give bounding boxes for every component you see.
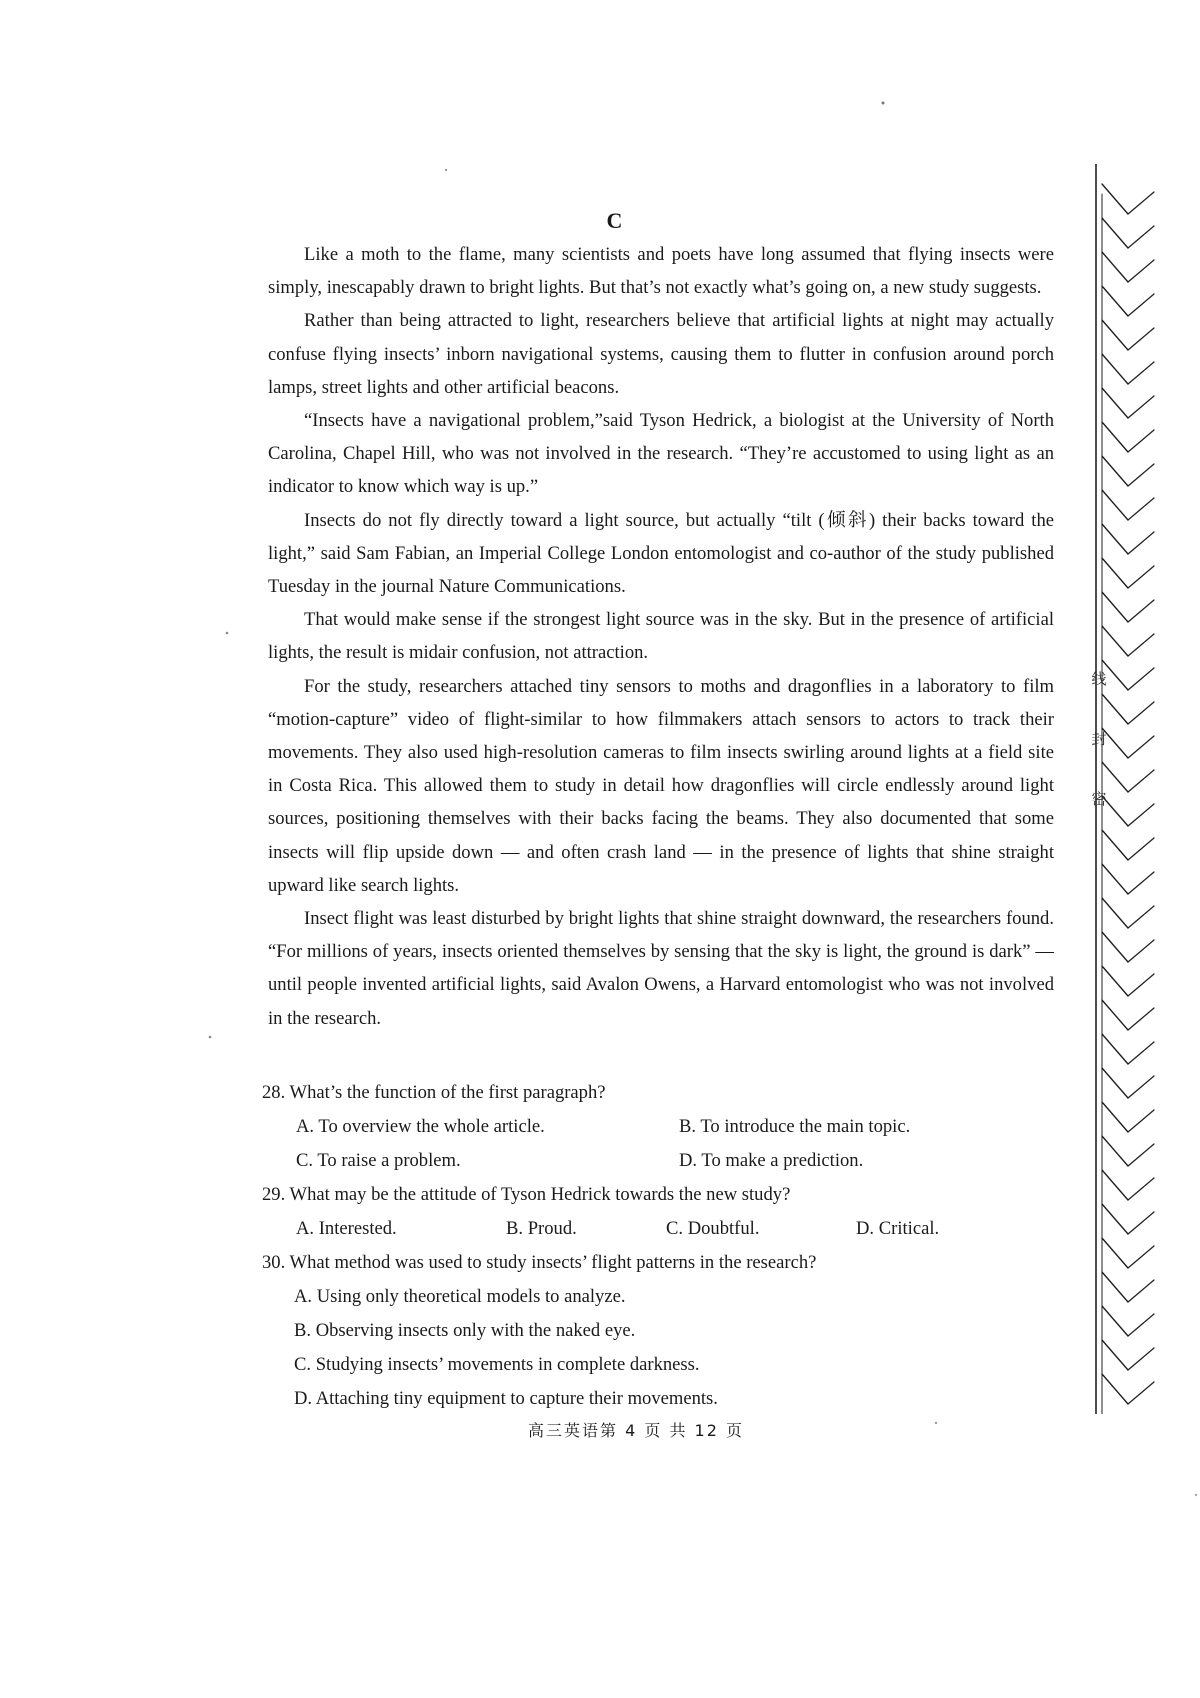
hatch-stroke [1128, 430, 1154, 452]
hatch-stroke [1102, 966, 1128, 996]
hatch-stroke [1102, 694, 1128, 724]
hatch-stroke [1128, 226, 1154, 248]
hatch-stroke [1128, 702, 1154, 724]
hatch-stroke [1128, 668, 1154, 690]
option-d: D. To make a prediction. [679, 1150, 864, 1171]
option-d: D. Critical. [856, 1218, 940, 1239]
page-footer: 高三英语第 4 页 共 12 页 [528, 1421, 744, 1440]
hatch-stroke [1102, 490, 1128, 520]
hatch-stroke [1128, 940, 1154, 962]
seal-char-xian: 线 [1091, 670, 1107, 688]
hatch-stroke [1128, 1178, 1154, 1200]
hatch-stroke [1102, 524, 1128, 554]
passage-paragraph-7: Insect flight was least disturbed by bright lights that shine straight downward, the researchers found. “For millions of years, insects oriented themselves by sensing that the sky is light, the ground is dark” — until people invented artificial lights, said Avalon Owens, a Harvard entomologist who was not involved in the research. [268, 908, 1054, 1029]
option-row [262, 1110, 1062, 1144]
hatch-stroke [1128, 872, 1154, 894]
hatch-stroke [1102, 456, 1128, 486]
hatch-stroke [1102, 1306, 1128, 1336]
hatch-stroke [1128, 566, 1154, 588]
passage-paragraph-2: Rather than being attracted to light, researchers believe that artificial lights at night may actually confuse flying insects’ inborn navigational systems, causing them to flutter in confusion around porch lamps, street lights and other artificial beacons. [268, 310, 1054, 398]
hatch-stroke [1128, 736, 1154, 758]
passage-paragraph-4: Insects do not fly directly toward a light source, but actually “tilt (倾斜) their backs toward the light,” said Sam Fabian, an Imperial College London entomologist and co-author of the study published Tuesday in the journal Nature Communications. [268, 509, 1054, 598]
hatch-stroke [1102, 558, 1128, 588]
hatch-stroke [1102, 1068, 1128, 1098]
hatch-stroke [1128, 1212, 1154, 1234]
hatch-stroke [1128, 1382, 1154, 1404]
hatch-stroke [1128, 1280, 1154, 1302]
hatch-stroke [1128, 294, 1154, 316]
hatch-stroke [1128, 1110, 1154, 1132]
option-a: A. To overview the whole article. [296, 1116, 545, 1137]
question-stem: 28. What’s the function of the first paragraph? [262, 1082, 606, 1103]
option-c: C. Studying insects’ movements in complete darkness. [294, 1354, 700, 1375]
hatch-stroke [1102, 1136, 1128, 1166]
question-list [262, 1076, 1062, 1416]
section-title: C [606, 208, 624, 233]
hatch-stroke [1102, 830, 1128, 860]
hatch-stroke [1102, 1204, 1128, 1234]
hatch-stroke [1102, 1272, 1128, 1302]
hatch-stroke [1102, 218, 1128, 248]
hatch-stroke [1128, 974, 1154, 996]
hatch-stroke [1128, 906, 1154, 928]
question-28 [262, 1076, 1062, 1178]
hatch-stroke [1128, 634, 1154, 656]
hatch-stroke [1102, 286, 1128, 316]
hatch-stroke [1128, 1144, 1154, 1166]
passage-paragraph-1: Like a moth to the flame, many scientists and poets have long assumed that flying insects were simply, inescapably drawn to bright lights. But that’s not exactly what’s going on, a new study suggests. [268, 244, 1054, 299]
hatch-stroke [1128, 1348, 1154, 1370]
option-a: A. Using only theoretical models to analyze. [294, 1286, 626, 1307]
hatch-stroke [1102, 1000, 1128, 1030]
question-30 [262, 1246, 1062, 1416]
hatch-stroke [1128, 1076, 1154, 1098]
hatch-stroke [1102, 932, 1128, 962]
option-column [262, 1280, 1062, 1416]
option-row [262, 1144, 1062, 1178]
hatch-stroke [1102, 1034, 1128, 1064]
hatch-stroke [1128, 770, 1154, 792]
passage-paragraph-6: For the study, researchers attached tiny sensors to moths and dragonflies in a laboratory to film “motion-capture” video of flight-similar to how filmmakers attach sensors to actors to track their movements. They also used high-resolution cameras to film insects swirling around lights at a field site in Costa Rica. This allowed them to study in detail how dragonflies will circle endlessly around light sources, positioning themselves with their backs facing the beams. They also documented that some insects will flip upside down — and often crash land — in the presence of lights that shine straight upward like search lights. [268, 675, 1054, 896]
hatch-stroke [1102, 1374, 1128, 1404]
hatch-stroke [1128, 1008, 1154, 1030]
option-a: A. Interested. [296, 1218, 397, 1239]
hatch-stroke [1102, 1238, 1128, 1268]
hatch-stroke [1102, 184, 1128, 214]
hatch-stroke [1102, 592, 1128, 622]
hatch-stroke [1128, 192, 1154, 214]
passage-paragraph-3: “Insects have a navigational problem,”said Tyson Hedrick, a biologist at the University of North Carolina, Chapel Hill, who was not involved in the research. “They’re accustomed to using light as an indicator to know which way is up.” [268, 410, 1054, 498]
hatch-stroke [1128, 498, 1154, 520]
hatch-stroke [1128, 532, 1154, 554]
option-d: D. Attaching tiny equipment to capture their movements. [294, 1388, 718, 1409]
hatch-stroke [1128, 600, 1154, 622]
hatch-stroke [1102, 1170, 1128, 1200]
option-b: B. Proud. [506, 1218, 577, 1239]
hatch-stroke [1128, 1314, 1154, 1336]
option-b: B. To introduce the main topic. [679, 1116, 911, 1137]
option-c: C. To raise a problem. [296, 1150, 461, 1171]
hatch-stroke [1102, 252, 1128, 282]
question-29 [262, 1178, 1062, 1246]
hatch-stroke [1102, 1102, 1128, 1132]
option-row [262, 1212, 1062, 1246]
seal-char-feng: 封 [1091, 730, 1107, 748]
hatch-stroke [1128, 804, 1154, 826]
option-b: B. Observing insects only with the naked eye. [294, 1320, 636, 1341]
hatch-stroke [1102, 320, 1128, 350]
hatch-stroke [1128, 838, 1154, 860]
hatch-stroke [1102, 422, 1128, 452]
hatch-stroke [1128, 464, 1154, 486]
hatch-stroke [1102, 354, 1128, 384]
option-c: C. Doubtful. [666, 1218, 760, 1239]
question-stem: 30. What method was used to study insects’ flight patterns in the research? [262, 1252, 817, 1273]
seal-char-mi: 密 [1091, 790, 1107, 808]
hatch-stroke [1128, 260, 1154, 282]
hatch-stroke [1102, 864, 1128, 894]
reading-passage [268, 238, 1054, 1035]
hatch-stroke [1102, 388, 1128, 418]
passage-paragraph-5: That would make sense if the strongest light source was in the sky. But in the presence of artificial lights, the result is midair confusion, not attraction. [268, 609, 1054, 664]
hatch-stroke [1102, 626, 1128, 656]
hatch-stroke [1128, 328, 1154, 350]
hatch-stroke [1102, 1340, 1128, 1370]
question-stem: 29. What may be the attitude of Tyson Hedrick towards the new study? [262, 1184, 791, 1205]
hatch-stroke [1128, 1042, 1154, 1064]
hatch-stroke [1128, 362, 1154, 384]
hatch-stroke [1128, 1246, 1154, 1268]
hatch-stroke [1128, 396, 1154, 418]
hatch-stroke [1102, 898, 1128, 928]
